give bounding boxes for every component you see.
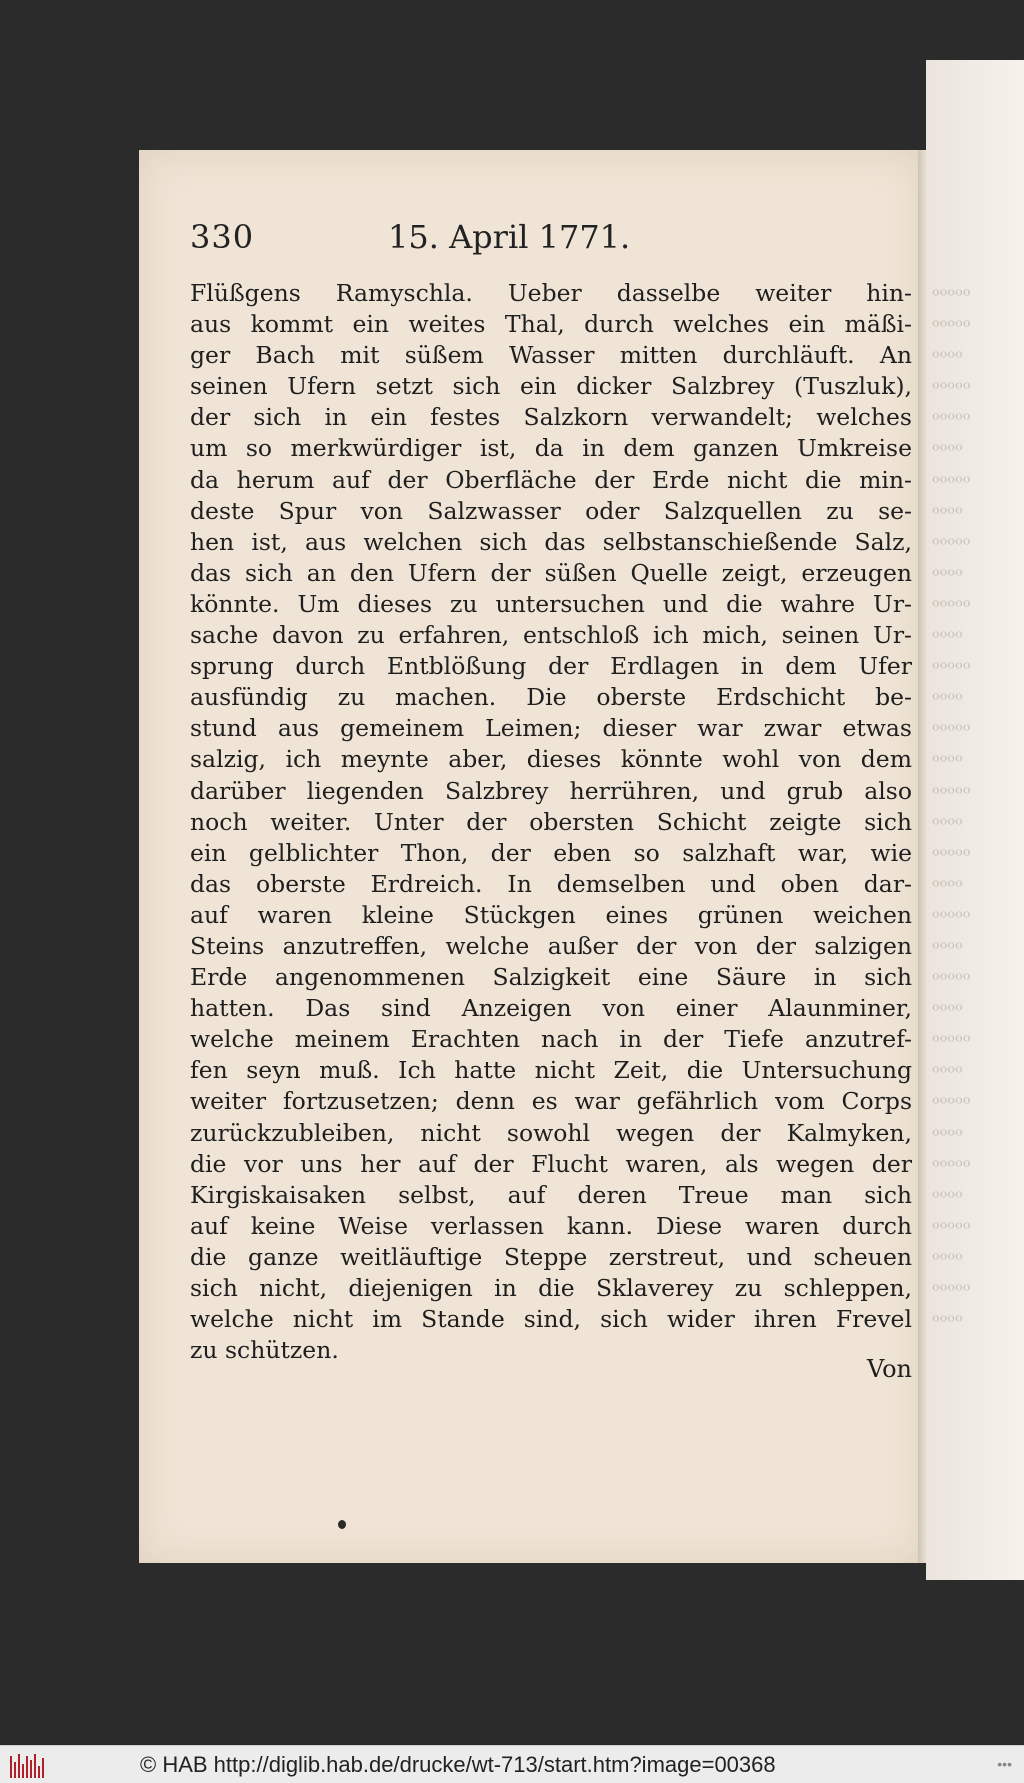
text-line: hatten. Das sind Anzeigen von einer Alaunminer, <box>190 994 912 1023</box>
ink-dot <box>338 1520 346 1529</box>
more-menu-icon[interactable]: ••• <box>997 1756 1012 1772</box>
text-line: deste Spur von Salzwasser oder Salzquellen zu se- <box>190 496 912 525</box>
page-gutter <box>918 150 926 1563</box>
text-line: Steins anzutreffen, welche außer der von der salzigen <box>190 931 912 960</box>
text-line: fen seyn muß. Ich hatte nicht Zeit, die Untersuchung <box>190 1056 912 1085</box>
text-line: die vor uns her auf der Flucht waren, als wegen der <box>190 1149 912 1178</box>
text-line: da herum auf der Oberfläche der Erde nicht die min- <box>190 465 912 494</box>
text-line: hen ist, aus welchen sich das selbstanschießende Salz, <box>190 527 912 556</box>
text-line: ein gelblichter Thon, der eben so salzhaft war, wie <box>190 838 912 867</box>
running-title: 15. April 1771. <box>388 218 631 256</box>
text-line: um so merkwürdiger ist, da in dem ganzen Umkreise <box>190 434 912 463</box>
page-number: 330 <box>190 218 255 256</box>
bleed-through-text: ᵒᵒᵒᵒᵒ ᵒᵒᵒᵒᵒ ᵒᵒᵒᵒ ᵒᵒᵒᵒᵒ ᵒᵒᵒᵒᵒ ᵒᵒᵒᵒ ᵒᵒᵒᵒᵒ ᵒᵒᵒᵒ ᵒᵒᵒᵒᵒ ᵒᵒᵒᵒ ᵒᵒᵒᵒᵒ ᵒᵒᵒᵒ ᵒᵒᵒᵒᵒ ᵒᵒᵒᵒ ᵒᵒᵒᵒᵒ ᵒᵒᵒᵒ ᵒᵒᵒᵒᵒ ᵒᵒᵒᵒ ᵒᵒᵒᵒᵒ ᵒᵒᵒᵒ ᵒᵒᵒᵒᵒ ᵒᵒᵒᵒ ᵒᵒᵒᵒᵒ ᵒᵒᵒᵒ ᵒᵒᵒᵒᵒ ᵒᵒᵒᵒ ᵒᵒᵒᵒᵒ ᵒᵒᵒᵒ ᵒᵒᵒᵒᵒ ᵒᵒᵒᵒ ᵒᵒᵒᵒᵒ ᵒᵒᵒᵒ ᵒᵒᵒᵒᵒ ᵒᵒᵒᵒ <box>932 283 971 1334</box>
text-line: das sich an den Ufern der süßen Quelle zeigt, erzeugen <box>190 558 912 587</box>
catchword: Von <box>866 1355 912 1383</box>
text-line: noch weiter. Unter der obersten Schicht zeigte sich <box>190 807 912 836</box>
text-line: sich nicht, diejenigen in die Sklaverey zu schleppen, <box>190 1274 912 1302</box>
page-header <box>190 218 730 262</box>
facing-page-edge <box>926 60 1024 1580</box>
text-line: sprung durch Entblößung der Erdlagen in dem Ufer <box>190 652 912 681</box>
copyright-link[interactable]: © HAB http://diglib.hab.de/drucke/wt-713/start.htm?image=00368 <box>140 1752 776 1777</box>
body-text <box>190 278 912 1366</box>
text-line: aus kommt ein weites Thal, durch welches ein mäßi- <box>190 310 912 339</box>
text-line: darüber liegenden Salzbrey herrühren, und grub also <box>190 776 912 805</box>
text-line: zurückzubleiben, nicht sowohl wegen der Kalmyken, <box>190 1118 912 1147</box>
text-line: welche meinem Erachten nach in der Tiefe anzutref- <box>190 1025 912 1054</box>
text-line: könnte. Um dieses zu untersuchen und die wahre Ur- <box>190 589 912 618</box>
text-line: weiter fortzusetzen; denn es war gefährlich vom Corps <box>190 1087 912 1116</box>
text-line: welche nicht im Stande sind, sich wider ihren Frevel <box>190 1305 912 1334</box>
text-line: auf keine Weise verlassen kann. Diese waren durch <box>190 1211 912 1240</box>
text-line: der sich in ein festes Salzkorn verwandelt; welches <box>190 403 912 432</box>
text-line: das oberste Erdreich. In demselben und oben dar- <box>190 869 912 898</box>
text-line: salzig, ich meynte aber, dieses könnte wohl von dem <box>190 745 912 774</box>
text-line: Flüßgens Ramyschla. Ueber dasselbe weiter hin- <box>190 279 912 307</box>
text-line: seinen Ufern setzt sich ein dicker Salzbrey (Tuszluk), <box>190 372 912 401</box>
hab-logo-icon <box>10 1752 46 1778</box>
text-line: die ganze weitläuftige Steppe zerstreut, und scheuen <box>190 1242 912 1271</box>
text-line: auf waren kleine Stückgen eines grünen weichen <box>190 900 912 929</box>
text-line: Kirgiskaisaken selbst, auf deren Treue man sich <box>190 1180 912 1209</box>
text-line: sache davon zu erfahren, entschloß ich mich, seinen Ur- <box>190 621 912 650</box>
text-line: ger Bach mit süßem Wasser mitten durchläuft. An <box>190 341 912 370</box>
viewer-footer <box>0 1745 1024 1783</box>
text-line: Erde angenommenen Salzigkeit eine Säure in sich <box>190 963 912 992</box>
text-line: ausfündig zu machen. Die oberste Erdschicht be- <box>190 683 912 712</box>
text-line: stund aus gemeinem Leimen; dieser war zwar etwas <box>190 714 912 743</box>
text-line: zu schützen. <box>190 1336 339 1365</box>
